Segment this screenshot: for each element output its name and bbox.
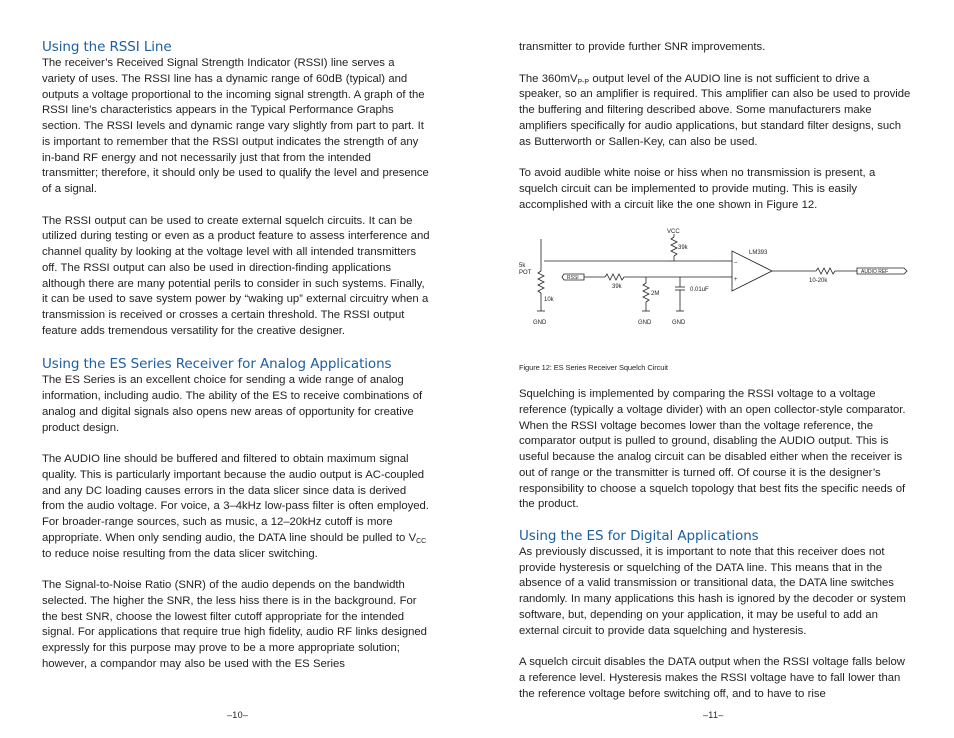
label-r-out: 10-20k: [809, 278, 828, 284]
label-vcc: VCC: [667, 229, 680, 235]
rssi-section-heading: Using the RSSI Line: [42, 39, 172, 55]
label-gnd-3: GND: [672, 320, 686, 326]
label-gnd-1: GND: [533, 320, 547, 326]
label-rssi: RSSI: [567, 275, 579, 281]
analog-paragraph-2-text-b: to reduce noise resulting from the data slicer switching.: [42, 547, 318, 560]
digital-section-heading: Using the ES for Digital Applications: [519, 527, 759, 544]
right-paragraph-1: [519, 72, 911, 151]
resistor-output: [816, 268, 835, 274]
digital-paragraph-1: As previously discussed, it is important to note that this receiver does not provide hysteresis or squelching of the DATA line. This means that in the absence of a valid transmission or transitional data, the DATA line switches randomly. In many applications this hash is ignored by the decoder or system software, but, depending on your application, it may be useful to add an external circuit to provide data squelching and hysteresis.: [519, 545, 906, 637]
lm393-comparator: [732, 251, 772, 291]
label-cap: 0.01uF: [690, 287, 709, 293]
potentiometer-resistor: [538, 271, 544, 293]
right-paragraph-1-text-a: The 360mV: [519, 72, 578, 85]
rssi-paragraph-2: The RSSI output can be used to create external squelch circuits. It can be utilized during testing or even as a product feature to assess interference and channel quality by looking at the voltage level with all intended transmitters off. The RSSI output can also be used in direction-finding applications although there are many potential perils to consider in such systems. Finally, it can be used to save system power by “waking up” external circuitry when a transmission is received or crosses a certain threshold. The RSSI output feature adds tremendous versatility for the creative designer.: [42, 214, 430, 337]
label-minus: –: [734, 260, 738, 266]
label-r-top: 39k: [678, 245, 688, 251]
label-plus: +: [734, 277, 738, 283]
analog-paragraph-3: The Signal-to-Noise Ratio (SNR) of the audio depends on the bandwidth selected. The higher the SNR, the less hiss there is in the background. For the best SNR, choose the lowest filter cutoff appropriate for the intended signal. For applications that require true high fidelity, audio RF links designed expressly for this purpose may prove to be a more appropriate solution; however, a compandor may also be used with the ES Series: [42, 579, 427, 670]
label-gnd-2: GND: [638, 320, 652, 326]
analog-paragraph-2-text-a: The AUDIO line should be buffered and filtered to obtain maximum signal quality. This is particularly important because the audio output is AC-coupled and any DC loading causes errors in the data slicer since data is derived from the audio voltage. For voice, a 3–4kHz low-pass filter is often employed. For broader-range sources, such as music, a 12–20kHz cutoff is more appropriate. When only sending audio, the DATA line should be pulled to V: [42, 453, 429, 544]
figure-caption: Figure 12: ES Series Receiver Squelch Circuit: [519, 363, 668, 372]
label-audio-ref: AUDIO REF: [861, 269, 889, 275]
pp-subscript: P-P: [577, 78, 590, 86]
resistor-2m: [643, 283, 649, 302]
digital-paragraph-2: A squelch circuit disables the DATA output when the RSSI voltage falls below a reference level. Hysteresis makes the RSSI voltage have to fall lower than the reference voltage before switching off, and to have to rise: [519, 656, 905, 700]
label-pot: POT: [519, 270, 532, 276]
right-paragraph-3: Squelching is implemented by comparing the RSSI voltage to a voltage reference (typically a voltage divider) with an open collector-style comparator. When the RSSI voltage becomes lower than the voltage reference, the comparator output is pulled to ground, disabling the AUDIO output. This is useful because the analog circuit can be disabled either when the receiver is out of range or the transmitter is turned off. Of course it is the designer’s responsibility to choose a squelch topology that best fits the specific needs of the product.: [519, 388, 906, 511]
analog-section-heading: Using the ES Series Receiver for Analog Applications: [42, 356, 392, 373]
rssi-paragraph-1: The receiver’s Received Signal Strength Indicator (RSSI) line serves a variety of uses. The RSSI line has a dynamic range of 60dB (typical) and outputs a voltage proportional to the incoming signal strength. A graph of the RSSI line’s characteristics appears in the Typical Performance Graphs section. The RSSI levels and dynamic range vary slightly from part to part. It is important to remember that the RSSI output indicates the strength of any in-band RF energy and not necessarily just that from the intended transmitter; therefore, it should only be used to qualify the level and presence of a signal.: [42, 57, 429, 195]
analog-paragraph-1: The ES Series is an excellent choice for sending a wide range of analog information, including audio. The ability of the ES to receive combinations of analog and digital signals also opens new areas of opportunity for creative product design.: [42, 374, 423, 434]
right-paragraph-0: transmitter to provide further SNR improvements.: [519, 41, 766, 53]
left-page-number: –10–: [227, 710, 249, 720]
right-paragraph-2: To avoid audible white noise or hiss when no transmission is present, a squelch circuit can be implemented to provide muting. This is easily accomplished with a circuit like the one shown in Figure 12.: [519, 167, 876, 211]
label-ic: LM393: [749, 250, 768, 256]
squelch-circuit-figure: [519, 223, 911, 351]
right-page-number: –11–: [703, 710, 724, 720]
label-r-2m: 2M: [651, 291, 660, 297]
squelch-circuit-schematic: [519, 223, 911, 351]
analog-paragraph-2: [42, 452, 430, 562]
right-paragraph-1-text-b: output level of the AUDIO line is not sufficient to drive a speaker, so an amplifier is required. This amplifier can also be used to provide the buffering and filtering described above. Some manufacturers make amplifiers specifically for audio applications, but standard filter designs, such as Butterworth or Sallen-Key, can also be used.: [519, 72, 911, 148]
label-r-series: 39k: [612, 284, 622, 290]
vcc-subscript: CC: [416, 537, 427, 545]
left-page-column: [42, 38, 430, 673]
label-pot-value: 5k: [519, 263, 526, 269]
label-r-pot: 10k: [544, 297, 554, 303]
resistor-39k-series: [605, 274, 624, 280]
right-page-column: [519, 40, 911, 702]
resistor-39k-top: [671, 237, 677, 256]
